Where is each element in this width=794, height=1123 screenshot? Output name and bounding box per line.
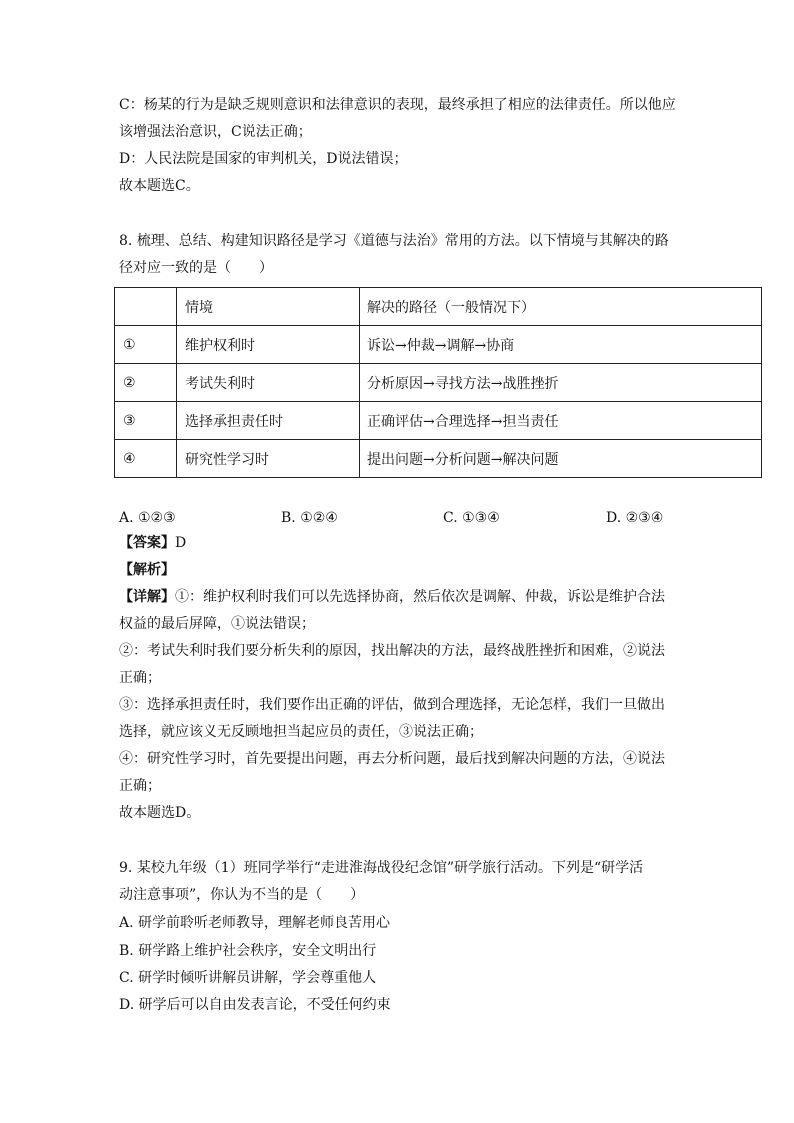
table-cell: 正确评估→合理选择→担当责任	[360, 402, 762, 440]
q8-stem-line2: 径对应一致的是（ ）	[119, 260, 273, 276]
q8-option-a: A. ①②③	[119, 510, 176, 526]
q9-option-c: C. 研学时倾听讲解员讲解，学会尊重他人	[119, 970, 377, 986]
q8-option-c: C. ①③④	[443, 510, 500, 526]
table-header-row	[115, 288, 762, 326]
prev-option-c-line1: C：杨某的行为是缺乏规则意识和法律意识的表现，最终承担了相应的法律责任。所以他应	[119, 97, 676, 113]
table-cell: 提出问题→分析问题→解决问题	[360, 440, 762, 478]
table-header-cell: 解决的路径（一般情况下）	[360, 288, 762, 326]
q9-option-b: B. 研学路上维护社会秩序，安全文明出行	[119, 943, 377, 959]
table-row	[115, 402, 762, 440]
q8-detail-line1	[119, 587, 665, 607]
q8-detail-line7: ④：研究性学习时，首先要提出问题，再去分析问题，最后找到解决问题的方法，④说法	[119, 751, 665, 767]
q8-stem-line1: 8. 梳理、总结、构建知识路径是学习《道德与法治》常用的方法。以下情境与其解决的路	[119, 233, 669, 249]
table-row	[115, 440, 762, 478]
table-cell: 研究性学习时	[177, 440, 360, 478]
q8-table	[114, 287, 762, 478]
table-cell: 诉讼→仲裁→调解→协商	[360, 326, 762, 364]
q8-option-d: D. ②③④	[606, 510, 664, 526]
prev-option-d-line: D：人民法院是国家的审判机关，D说法错误；	[119, 151, 408, 167]
table-cell: 分析原因→寻找方法→战胜挫折	[360, 364, 762, 402]
answer-value: D	[175, 535, 187, 551]
answer-label: 【答案】	[119, 535, 175, 551]
table-cell: ①	[115, 326, 177, 364]
q9-option-d: D. 研学后可以自由发表言论，不受任何约束	[119, 997, 391, 1013]
table-header-cell	[115, 288, 177, 326]
q8-answer	[119, 533, 186, 553]
table-cell: ③	[115, 402, 177, 440]
q8-conclusion: 故本题选D。	[119, 805, 201, 821]
table-row	[115, 326, 762, 364]
detail-label: 【详解】	[119, 589, 175, 605]
q8-detail-line4: 正确；	[119, 670, 161, 686]
q8-detail-line6: 选择，就应该义无反顾地担当起应员的责任，③说法正确；	[119, 724, 483, 740]
q9-option-a: A. 研学前聆听老师教导，理解老师良苦用心	[119, 915, 391, 931]
table-row	[115, 364, 762, 402]
q8-detail-line8: 正确；	[119, 778, 161, 794]
q8-analysis-label: 【解析】	[119, 562, 175, 578]
table-cell: ②	[115, 364, 177, 402]
q8-detail-line5: ③：选择承担责任时，我们要作出正确的评估，做到合理选择，无论怎样，我们一旦做出	[119, 697, 665, 713]
table-cell: 维护权利时	[177, 326, 360, 364]
table-cell: 选择承担责任时	[177, 402, 360, 440]
q9-stem-line2: 动注意事项”，你认为不当的是（ ）	[119, 887, 365, 903]
prev-conclusion: 故本题选C。	[119, 178, 200, 194]
table-cell: 考试失利时	[177, 364, 360, 402]
q8-detail-line2: 权益的最后屏障，①说法错误；	[119, 616, 315, 632]
q8-detail-line3: ②：考试失利时我们要分析失利的原因，找出解决的方法，最终战胜挫折和困难，②说法	[119, 643, 665, 659]
prev-option-c-line2: 该增强法治意识，C说法正确；	[119, 124, 312, 140]
table-cell: ④	[115, 440, 177, 478]
table-header-cell: 情境	[177, 288, 360, 326]
q8-option-b: B. ①②④	[281, 510, 338, 526]
detail-text: ①：维护权利时我们可以先选择协商，然后依次是调解、仲裁，诉讼是维护合法	[175, 589, 665, 605]
q9-stem-line1: 9. 某校九年级（1）班同学举行“走进淮海战役纪念馆”研学旅行活动。下列是“研学活	[119, 860, 644, 876]
